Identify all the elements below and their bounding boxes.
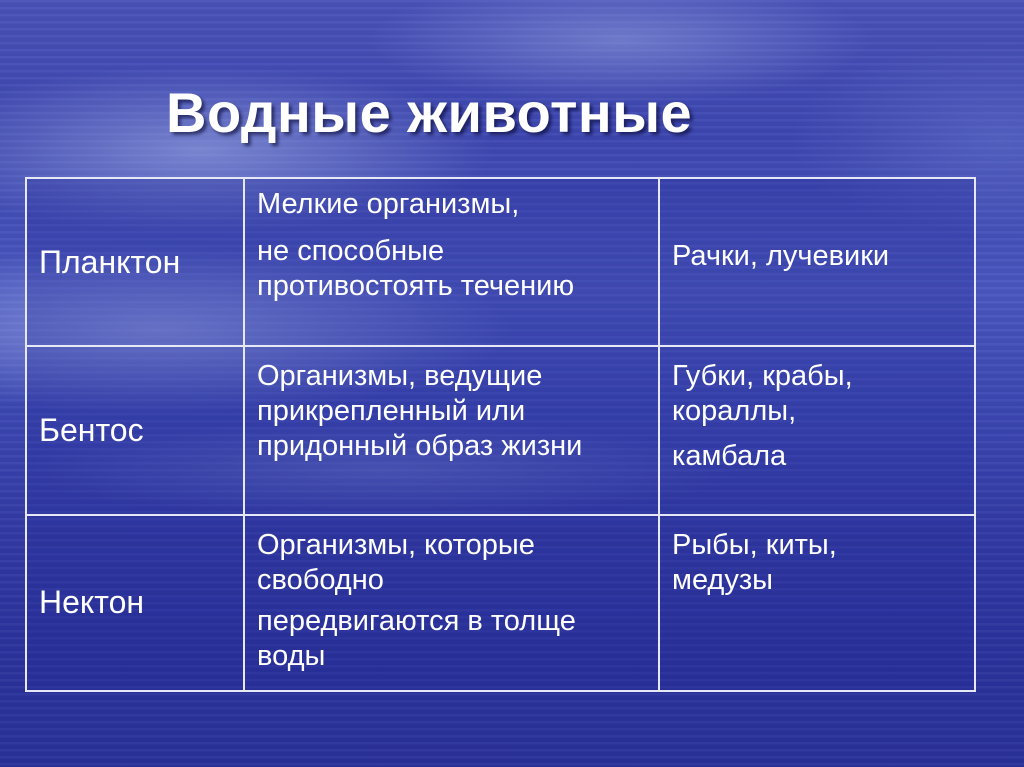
table-cell-description [244, 515, 659, 691]
examples-line: Губки, крабы, [672, 360, 853, 393]
group-name-plankton: Планктон [39, 243, 181, 280]
examples-line: медузы [672, 563, 773, 596]
description-line: придонный образ жизни [257, 430, 583, 463]
description-line: свободно [257, 563, 384, 596]
aquatic-animals-table [25, 177, 976, 692]
table-row-benthos [26, 346, 975, 514]
description-line: противостоять течению [257, 270, 575, 302]
table-cell-name [26, 515, 244, 691]
table-cell-description [244, 346, 659, 514]
group-name-benthos: Бентос [39, 411, 144, 448]
description-line: передвигаются в толще [257, 604, 576, 637]
table-row-plankton [26, 178, 975, 346]
table-cell-examples [659, 178, 975, 346]
description-line: Организмы, ведущие [257, 360, 543, 393]
table-cell-name [26, 346, 244, 514]
description-line: Организмы, которые [257, 528, 535, 561]
description-line: Мелкие организмы, [257, 188, 520, 220]
slide-title: Водные животные [166, 81, 693, 144]
group-name-nekton: Нектон [39, 584, 145, 621]
examples-line: Рыбы, киты, [672, 528, 837, 561]
description-line: воды [257, 639, 326, 672]
description-line: не способные [257, 235, 445, 267]
table-cell-description [244, 178, 659, 346]
examples-line: камбала [672, 440, 787, 473]
table-cell-name [26, 178, 244, 346]
examples-line: кораллы, [672, 395, 797, 428]
examples-line: Рачки, лучевики [672, 240, 890, 272]
animals-table-container [25, 177, 976, 692]
table-row-nekton [26, 515, 975, 691]
table-cell-examples [659, 346, 975, 514]
description-line: прикрепленный или [257, 395, 526, 428]
table-cell-examples [659, 515, 975, 691]
